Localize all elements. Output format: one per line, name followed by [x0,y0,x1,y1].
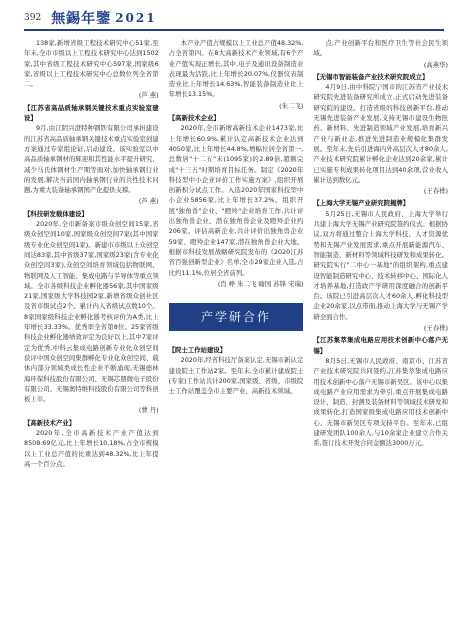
column-right [313,38,448,634]
page-number: 392 [24,13,42,23]
author-signature: (曹 丹) [138,406,159,415]
entry-heading: 【高新技术企业】 [168,114,220,123]
paragraph: 2020年,全市新增高新技术企业1473家,比上年增长60.9%,累计认定高新技术企业达到4050家,比上年增长44.8%,增幅位居全省第一,总数居"十二五"末(1095家)的2.89倍,超额完成"十三五"时期培育目标任务。制定《2020年科技型中小企业评价工作实施方案》,组织开展创新积分试点工作。入选2020年国家科技型中小企业5856家,比上年增长37.2%。组织开展"独角兽"企业、"瞪羚"企业培育工作,共计评出独角兽企业、潜在独角兽企业及瞪羚企业约206家。评估高新企业,共计评价出独角兽企业59家、瞪羚企业147家,潜在独角兽企业大地。根据市科技发展战略研究院发布的《2020江苏省百强创新型企业》名单,全市29家企业入选,占比约11.1%,位居全省前列。 [168,124,304,277]
paragraph: 2020年,全市高新技术产业产值达到8508.69亿元,比上年增长10.18%,占全市规模以上工业总产值的比重达到48.32%,比上年提高一个百分点。 [24,428,159,468]
author-signature: (朱二飞) [279,101,304,110]
entry-heading: 【上海大学无锡产业研究院揭牌】 [313,199,410,208]
column-middle [169,38,304,634]
paragraph: 5月25日,无锡市人民政府、上海大学举行共建上海大学无锡产业研究院签约仪式。根据协议,双方将通过整合上海大学科技、人才资源优势和无锡产业发展需求,重点开展新能源汽车、智能制造、新材料等领域科技研发和成果转化。研究院实行"二中心一基地"的组织架构,重点建设智能制造研究中心、技术转移中心、国际化人才培养基地,打造政产学研用深度融合的创新平台。该院已引进高层次人才60余人,孵化科技型企业20余家,以点带面,推动上海大学与无锡产学研全面合作。 [313,209,449,321]
header-rule [24,29,444,31]
entry-heading: 【科技研发载体建设】 [24,209,88,218]
page-header [24,8,454,28]
article-columns [24,38,448,634]
column-left [24,38,159,634]
paragraph: 点,产业创新平台和医疗卫生等社会民生领域。 [313,39,449,58]
paragraph: 2020年,经省科技厅备案认定,无锡市新认定建设院士工作站2家。至年末,全市累计建成院士(专家)工作站共计200家,国家级、省级、市级院士工作站覆盖全市主要产业、高新技术领域。 [168,356,304,396]
entry-heading: 【江苏集萃集成电路应用技术创新中心落户无锡】 [313,336,449,355]
entry-heading: 【江苏省高品质轴承钢关键技术重点实验室建设】 [24,103,159,123]
paragraph: 9月,由江阴兴澄特种钢铁有限公司承担建设的江苏省高品质轴承钢关键技术重点实验室创建方案通过专家组论证,启动建设。该实验室以中高品质轴承钢材的辉迎和其性能水平提升研究、减少马氏体钢材生产期等面对,加快轴承钢行业的发展,解决当前国内轴承钢行业的共性技术问题,为重大装备轴承钢国产化提供支撑。 [24,124,159,195]
paragraph: 本产业产值占规模以上工业总产值48.32%,占全省第四。在8大高新技术产业领域,有6个产业产值实现正增长,其中,电子及通讯设备制造业表现最为活跃,比上年增长20.07%,仪器仪表制造业比上年增长14.63%,智能装备制造业比上年增长13.15%。 [168,39,304,99]
yearbook-brand: 無錫年鑒 [51,11,112,27]
author-signature: (高燕华) [423,60,449,69]
author-signature: (王春桦) [423,187,449,196]
author-signature: (肖 峥 朱二飞 喻国 苏锋 宋瑞) [217,279,304,288]
paragraph: 4月9日,由中科院宁国市的江苏省产业技术研究院先进装备研究所成立,正式启动先进装备研究院的建设。打造省级的科技创新平台,推动无锡先进装备产业发展,支持无锡市建设生物医药、新材料、先进制造领域产业发展,培育新兴产业与新业态,推进先进制造业规模化集群发展。至年末,先后引进海内外高层次人才80余人,产业技术研究院累计孵化企业达到20余家,累计已实施专利成果转化项目达到40余项,营业收入累计达到数亿元。 [313,83,449,184]
paragraph: 138家,新增省级工程技术研究中心51家,至年末,全市市级以上工程技术研究中心达到1502家,其中省级工程技术研究中心597家,国家级6家,省级以上工程技术研究中心总数位列全省第二。 [24,39,159,89]
author-signature: (王春桦) [423,324,449,333]
paragraph: 8月5日,无锡市人民政府、南京市、江苏省产业技术研究院共同签约,江苏集萃集成电路应用技术创新中心落户无锡市新吴区。该中心以集成电路产业应用需求为牵引,重点开展集成电路设计、制造、封测及装备材料等领域技术研发和成果转化,打造国家级集成电路应用技术创新中心、无锡市新吴区专项支持平台。至年末,已组建研发团队100余人,与10余家企业建立合作关系,签订技术开发合同金额达3000万元。 [313,356,449,448]
section-banner: 产学研合作 [169,303,304,331]
author-signature: (芦 燕) [138,91,159,100]
entry-heading: 【高新技术产业】 [24,418,76,427]
paragraph: 2020年,全市新备案市级众创空间15家,省级众创空间10家,国家级众创空间7家(其中国家级专业化众创空间1家)。新建市市级以上众创空间达83家,其中省级37家,国家级23家(含专业化众创空间3家),众创空间培育领域包括物联网、物联网及人工智能、集成电路与半导体等重点领域。全市各级科技企业孵化器56家,其中国家级21家,国家级大学科技园2家,新增省级众创社区及省市级试点2个。累计内入省级试点数10个。8家国家级科技企业孵化器考核评价为A类,比上年增长33.33%。优秀率全省第8位。25家省级科技企业孵化器绩效评定为良好以上,其中7家评定为优秀,中科云集成电路创新专业化众创空间获评中国众创空间集群孵化专业化众创空间、载体内部分领域类成长性企业不断涌现,无锡德林海环保科技股份有限公司、无锡芯朋微电子股份有限公司、无锡奥特维科技股份有限公司等科创板上市。 [24,220,159,404]
entry-heading: 【无锡市智能装备产业技术研究院成立】 [313,72,429,81]
entry-heading: 【院士工作站建设】 [168,346,227,355]
author-signature: (芦 燕) [138,197,159,206]
yearbook-year: 2021 [115,11,157,25]
